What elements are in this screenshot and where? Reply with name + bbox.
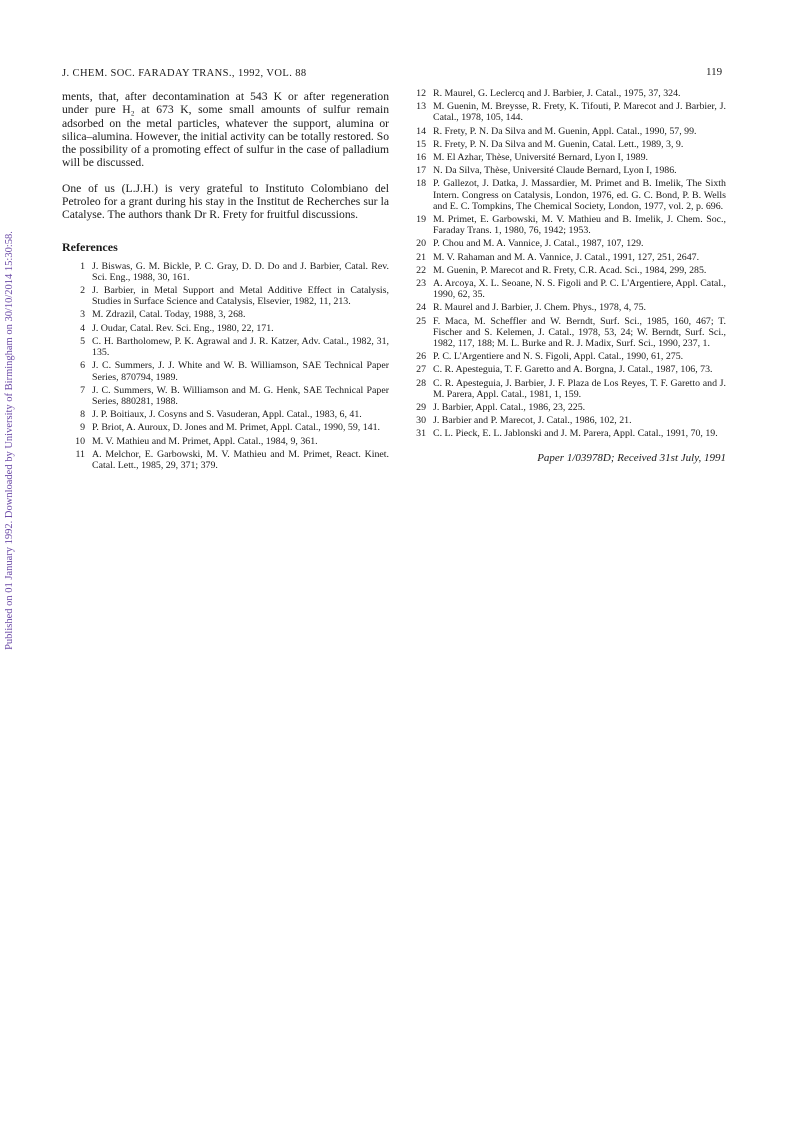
reference-item [62,449,389,471]
reference-text: J. C. Summers, J. J. White and W. B. Williamson, SAE Technical Paper Series, 870794, 1989. [92,360,389,383]
reference-number: 12 [416,88,426,99]
reference-text: M. V. Mathieu and M. Primet, Appl. Catal., 1984, 9, 361. [92,435,318,447]
reference-text: J. Barbier, Appl. Catal., 1986, 23, 225. [433,402,586,414]
reference-text: C. R. Apesteguia, J. Barbier, J. F. Plaza de Los Reyes, T. F. Garetto and J. M. Parera, Appl. Catal., 1981, 1, 159. [433,377,726,400]
reference-list-left [62,261,389,471]
reference-number: 4 [80,322,85,334]
reference-item [408,165,726,176]
reference-number: 7 [80,384,85,396]
reference-number: 8 [80,409,85,421]
reference-text: C. L. Pieck, E. L. Jablonski and J. M. Parera, Appl. Catal., 1991, 70, 19. [433,428,718,440]
reference-text: A. Melchor, E. Garbowski, M. V. Mathieu and M. Primet, React. Kinet. Catal. Lett., 1985, 29, 371; 379. [92,448,389,471]
reference-item [62,409,389,420]
reference-text: R. Maurel, G. Leclercq and J. Barbier, J. Catal., 1975, 37, 324. [433,88,681,99]
reference-item [408,152,726,163]
reference-item [62,360,389,382]
received-line: Paper 1/03978D; Received 31st July, 1991 [537,451,726,464]
reference-text: R. Frety, P. N. Da Silva and M. Guenin, Appl. Catal., 1990, 57, 99. [433,125,697,137]
reference-text: P. Chou and M. A. Vannice, J. Catal., 1987, 107, 129. [433,238,644,250]
reference-item [408,428,726,439]
reference-number: 27 [416,364,426,376]
reference-item [408,88,726,99]
reference-item [62,323,389,334]
reference-item [408,316,726,350]
reference-number: 20 [416,238,426,250]
reference-text: P. C. L'Argentiere and N. S. Figoli, Appl. Catal., 1990, 61, 275. [433,351,684,363]
reference-item [62,422,389,433]
reference-number: 21 [416,251,426,263]
reference-item [408,238,726,249]
body-paragraph-1: ments, that, after decontamination at 543 K or after regeneration under pure H₂ at 673 K, some small amounts of sulfur remain adsorbed on the metal particles, whatever the support, alumina or silica–alumina. However, the initial activity can be totally restored. So the possibility of a promoting effect of sulfur in the case of palladium will be discussed. [62,90,389,170]
reference-number: 10 [75,435,85,447]
reference-text: M. Guenin, P. Marecot and R. Frety, C.R. Acad. Sci., 1984, 299, 285. [433,264,707,276]
reference-text: P. Gallezot, J. Datka, J. Massardier, M. Primet and B. Imelik, The Sixth Intern. Congress on Catalysis, London, 1976, ed. G. C. Bond, P. B. Wells and E. C. Tompkins, The Chemical Society, London, 1977, vol. 2, p. 696. [433,178,726,212]
reference-number: 3 [80,309,85,321]
reference-number: 19 [416,214,426,226]
reference-item [62,385,389,407]
reference-item [408,278,726,300]
reference-number: 23 [416,278,426,290]
reference-text: M. Primet, E. Garbowski, M. V. Mathieu and B. Imelik, J. Chem. Soc., Faraday Trans. 1, 1980, 76, 1942; 1953. [433,214,726,237]
reference-number: 17 [416,165,426,177]
page-number: 119 [706,66,723,78]
reference-item [408,178,726,212]
download-watermark [2,190,16,690]
reference-item [408,214,726,236]
reference-item [408,252,726,263]
reference-number: 25 [416,315,426,327]
reference-number: 18 [416,178,426,190]
reference-text: R. Frety, P. N. Da Silva and M. Guenin, Catal. Lett., 1989, 3, 9. [433,138,684,150]
reference-text: F. Maca, M. Scheffler and W. Berndt, Surf. Sci., 1985, 160, 467; T. Fischer and S. Kelemen, J. Catal., 1978, 53, 24; W. Berndt, Surf. Sci., 1982, 117, 188; M. L. Burke and R. J. Madix, Surf. Sci., 1990, 237, 1. [433,315,726,350]
reference-item [408,265,726,276]
reference-number: 1 [80,260,85,272]
reference-item [408,364,726,375]
reference-text: M. Guenin, M. Breysse, R. Frety, K. Tifouti, P. Marecot and J. Barbier, J. Catal., 1978, 105, 144. [433,101,726,124]
reference-item [408,378,726,400]
reference-number: 9 [80,422,85,434]
reference-item [62,336,389,358]
reference-number: 14 [416,125,426,137]
reference-list-right [408,88,726,440]
reference-number: 28 [416,377,426,389]
reference-text: A. Arcoya, X. L. Seoane, N. S. Figoli and P. C. L'Argentiere, Appl. Catal., 1990, 62, 35. [433,278,726,301]
reference-item [62,309,389,320]
reference-text: J. Barbier and P. Marecot, J. Catal., 1986, 102, 21. [433,415,632,427]
reference-number: 15 [416,138,426,150]
reference-text: J. C. Summers, W. B. Williamson and M. G. Henk, SAE Technical Paper Series, 880281, 1988. [92,384,389,407]
reference-text: C. R. Apesteguia, T. F. Garetto and A. Borgna, J. Catal., 1987, 106, 73. [433,364,713,376]
reference-text: M. Zdrazil, Catal. Today, 1988, 3, 268. [92,309,246,321]
reference-number: 11 [75,448,85,460]
reference-number: 26 [416,351,426,363]
reference-text: M. El Azhar, Thèse, Université Bernard, Lyon I, 1989. [433,152,648,164]
reference-text: N. Da Silva, Thèse, Université Claude Bernard, Lyon I, 1986. [433,165,677,177]
reference-number: 31 [416,428,426,440]
reference-number: 29 [416,402,426,414]
reference-text: P. Briot, A. Auroux, D. Jones and M. Primet, Appl. Catal., 1990, 59, 141. [92,422,381,434]
download-watermark-text: Published on 01 January 1992. Downloaded by University of Birmingham on 30/10/2014 15:30:58. [3,230,15,650]
reference-text: J. Biswas, G. M. Bickle, P. C. Gray, D. D. Do and J. Barbier, Catal. Rev. Sci. Eng., 1988, 30, 161. [92,260,389,283]
acknowledgement-paragraph: One of us (L.J.H.) is very grateful to Instituto Colombiano del Petroleo for a grant during his stay in the Institut de Recherches sur la Catalyse. The authors thank Dr R. Frety for fruitful discussions. [62,181,389,222]
reference-item [408,351,726,362]
references-heading: References [62,239,118,254]
reference-item [62,285,389,307]
reference-item [408,415,726,426]
left-column [62,90,389,473]
reference-item [408,101,726,123]
reference-text: J. P. Boitiaux, J. Cosyns and S. Vasuderan, Appl. Catal., 1983, 6, 41. [92,409,362,421]
right-column [408,88,726,464]
reference-text: R. Maurel and J. Barbier, J. Chem. Phys., 1978, 4, 75. [433,302,646,314]
reference-text: J. Oudar, Catal. Rev. Sci. Eng., 1980, 22, 171. [92,322,274,334]
reference-number: 22 [416,264,426,276]
reference-number: 2 [80,285,85,297]
reference-item [408,139,726,150]
reference-item [408,126,726,137]
reference-text: M. V. Rahaman and M. A. Vannice, J. Catal., 1991, 127, 251, 2647. [433,251,700,263]
reference-number: 6 [80,360,85,372]
running-header: J. CHEM. SOC. FARADAY TRANS., 1992, VOL. 88 [62,68,307,79]
reference-item [408,302,726,313]
reference-number: 24 [416,302,426,314]
reference-text: J. Barbier, in Metal Support and Metal Additive Effect in Catalysis, Studies in Surface Science and Catalysis, Elsevier, 1982, 11, 213. [92,285,389,308]
reference-text: C. H. Bartholomew, P. K. Agrawal and J. R. Katzer, Adv. Catal., 1982, 31, 135. [92,335,389,359]
reference-number: 30 [416,415,426,427]
reference-item [62,436,389,447]
reference-item [408,402,726,413]
reference-number: 16 [416,152,426,164]
reference-number: 5 [80,335,85,347]
reference-number: 13 [416,101,426,113]
reference-item [62,261,389,283]
